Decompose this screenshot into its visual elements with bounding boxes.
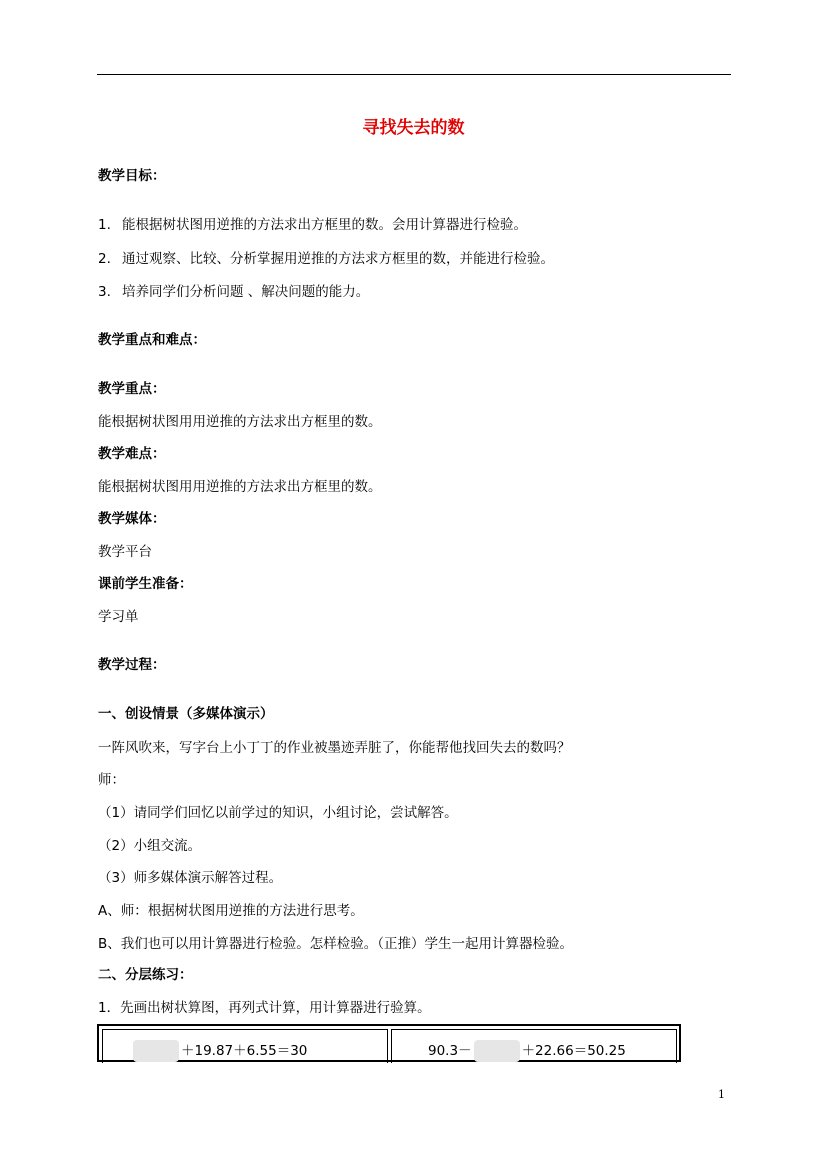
- section2-heading: 二、分层练习：: [98, 967, 193, 983]
- difficulty-heading: 教学难点：: [98, 446, 166, 462]
- section1-line: A、师：根据树状图用逆推的方法进行思考。: [98, 903, 364, 919]
- media-text: 教学平台: [98, 544, 152, 560]
- objective-text: 通过观察、比较、分析掌握用逆推的方法求方框里的数，并能进行检验。: [122, 251, 554, 267]
- equation-2: [428, 1040, 626, 1062]
- equation-2-before: 90.3－: [428, 1043, 472, 1059]
- equation-1: [131, 1040, 307, 1062]
- section1-line: （3）师多媒体演示解答过程。: [98, 870, 283, 886]
- key-point-text: 能根据树状图用用逆推的方法求出方框里的数。: [98, 414, 382, 430]
- missing-number-box: [474, 1040, 520, 1062]
- equation-1-text: ＋19.87＋6.55＝30: [181, 1043, 308, 1059]
- table-cell: [102, 1029, 388, 1063]
- difficulty-text: 能根据树状图用用逆推的方法求出方框里的数。: [98, 479, 382, 495]
- exercise1-text: 1．先画出树状算图，再列式计算，用计算器进行验算。: [98, 1000, 431, 1016]
- key-points-heading: 教学重点和难点：: [98, 332, 206, 348]
- exercise-table: [97, 1024, 681, 1062]
- media-heading: 教学媒体：: [98, 511, 166, 527]
- objective-text: 能根据树状图用逆推的方法求出方框里的数。会用计算器进行检验。: [122, 217, 527, 233]
- objectives-heading: 教学目标：: [98, 168, 166, 184]
- process-heading: 教学过程：: [98, 657, 166, 673]
- section1-line: （1）请同学们回忆以前学过的知识，小组讨论，尝试解答。: [98, 805, 458, 821]
- document-title: 寻找失去的数: [362, 118, 465, 138]
- objective-item: [98, 283, 369, 301]
- objective-item: [98, 250, 554, 268]
- missing-number-box: [133, 1040, 179, 1062]
- objective-text: 培养同学们分析问题 、解决问题的能力。: [122, 284, 370, 300]
- key-point-heading: 教学重点：: [98, 381, 166, 397]
- section1-heading: 一、创设情景（多媒体演示）: [98, 706, 274, 722]
- section1-line: 一阵风吹来，写字台上小丁丁的作业被墨迹弄脏了，你能帮他找回失去的数吗？: [98, 740, 571, 756]
- header-rule: [97, 74, 731, 75]
- table-cell: [391, 1029, 677, 1063]
- objective-item: [98, 216, 527, 234]
- prep-heading: 课前学生准备：: [98, 576, 193, 592]
- objective-number: 1.: [98, 217, 111, 233]
- page-number: 1: [718, 1088, 725, 1101]
- equation-2-after: ＋22.66＝50.25: [521, 1043, 626, 1059]
- section1-line: （2）小组交流。: [98, 838, 202, 854]
- section1-line: B、我们也可以用计算器进行检验。怎样检验。（正推）学生一起用计算器检验。: [98, 936, 574, 952]
- section1-line: 师：: [98, 772, 125, 788]
- objective-number: 2.: [98, 251, 111, 267]
- prep-text: 学习单: [98, 609, 139, 625]
- objective-number: 3.: [98, 284, 111, 300]
